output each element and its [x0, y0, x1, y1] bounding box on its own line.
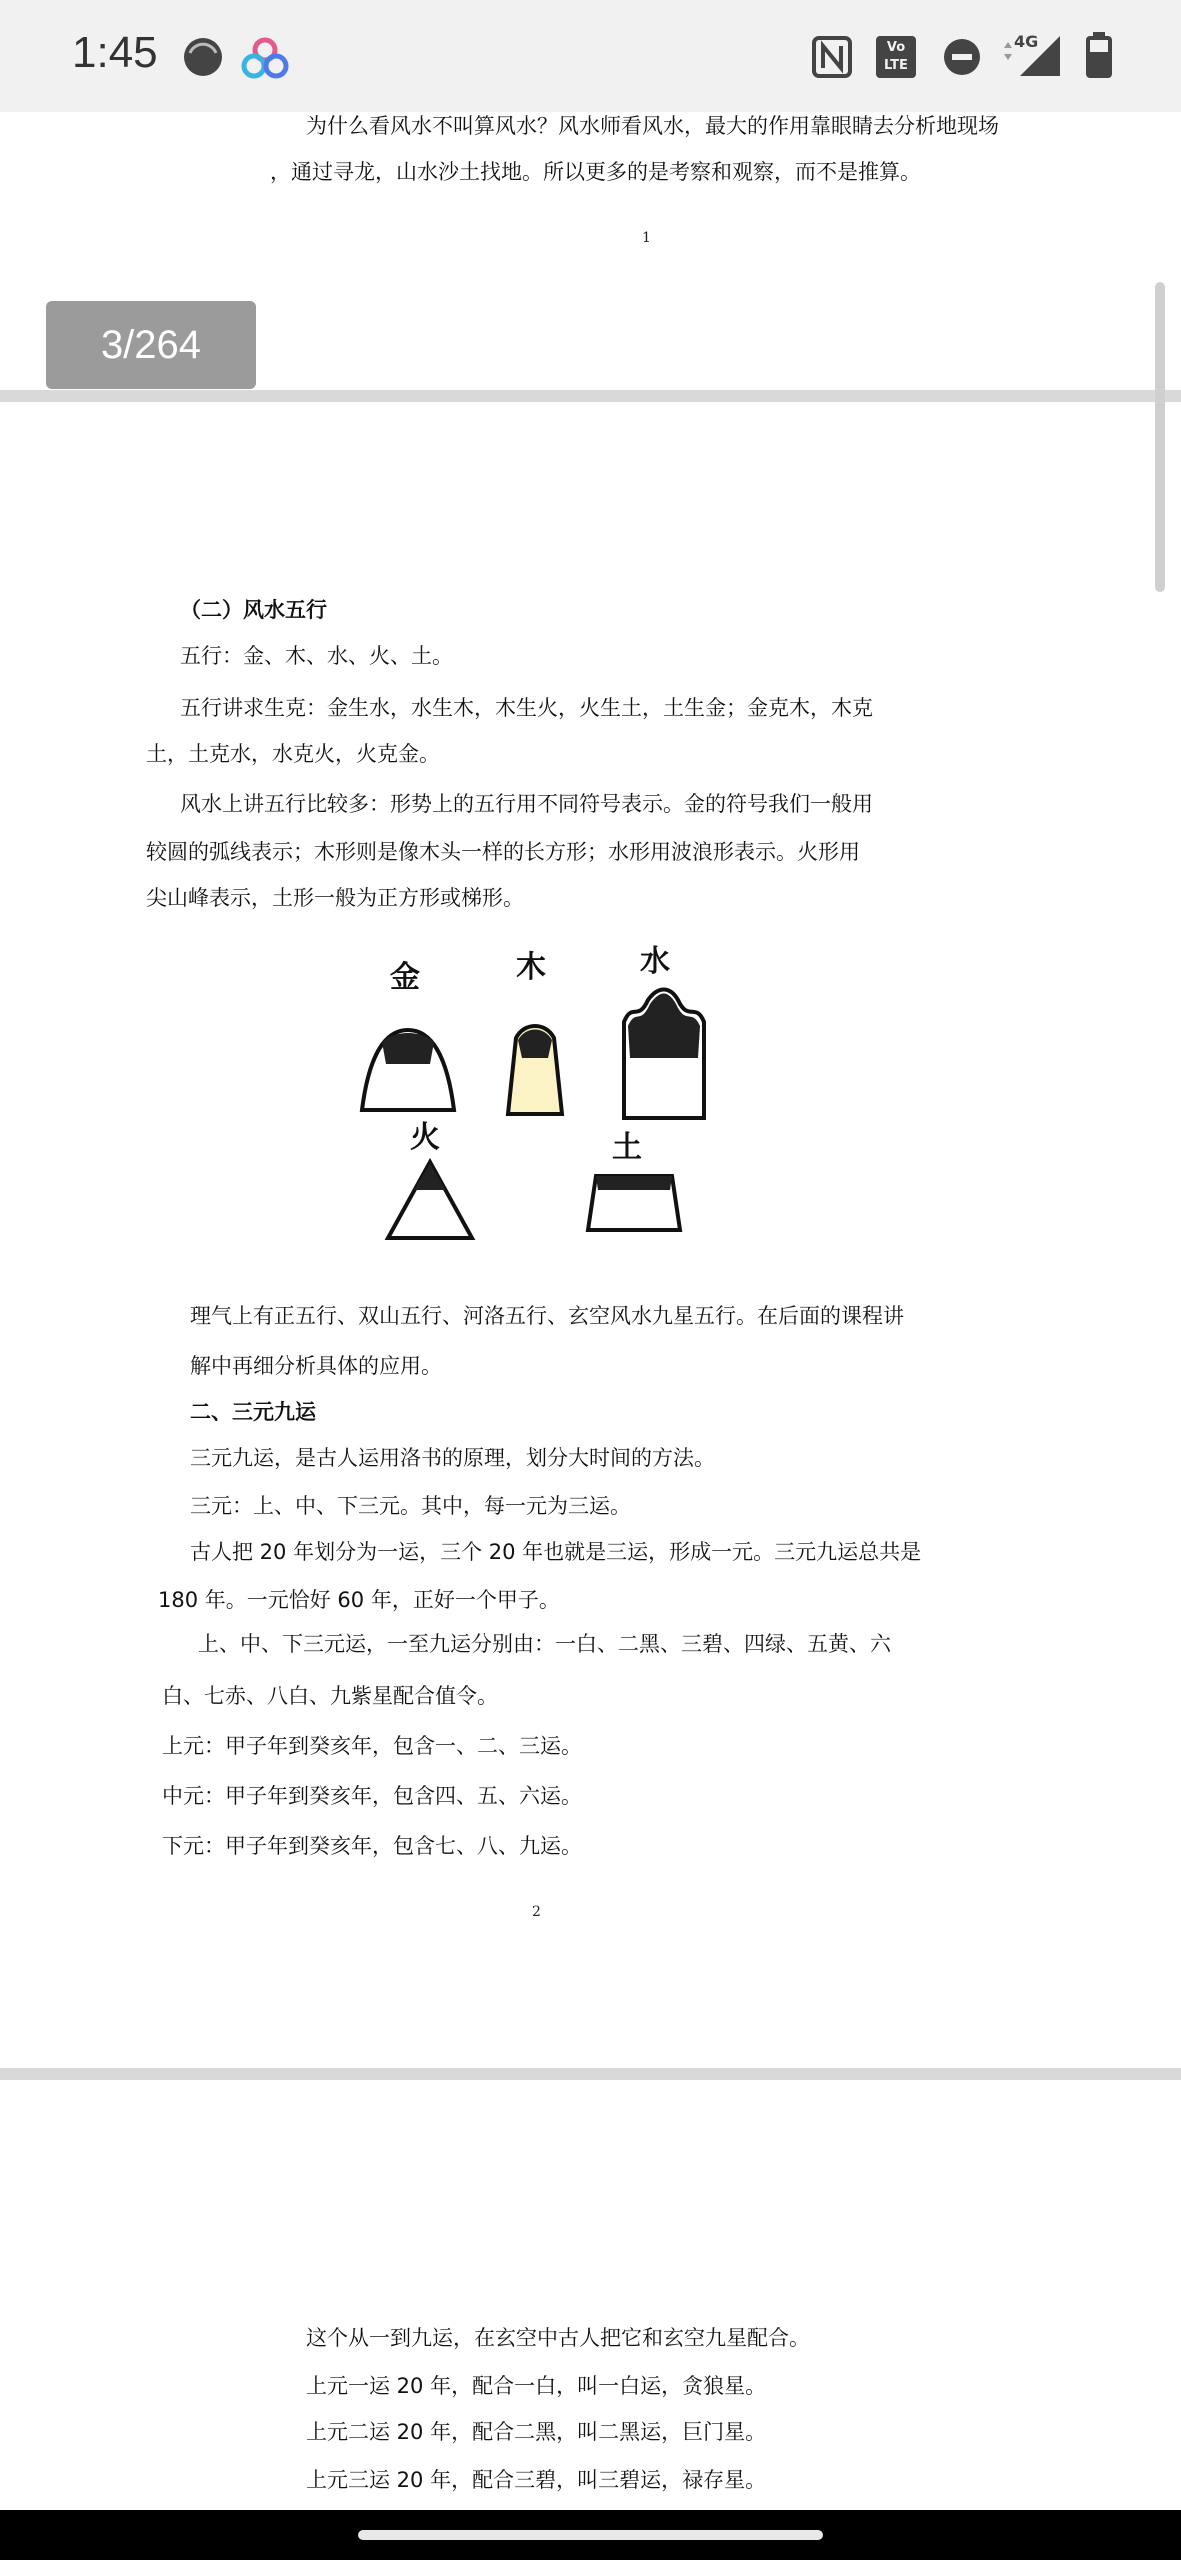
paragraph-wuxing: 五行：金、木、水、火、土。: [180, 644, 453, 668]
paragraph-sanyuan-def: 三元九运，是古人运用洛书的原理，划分大时间的方法。: [190, 1446, 715, 1470]
page3-line-2: 上元一运 20 年，配合一白，叫一白运，贪狼星。: [306, 2374, 767, 2398]
paragraph-20-years-line-1: 古人把 20 年划分为一运，三个 20 年也就是三运，形成一元。三元九运总共是: [190, 1540, 922, 1564]
paragraph-nine-stars-line-2: 白、七赤、八白、九紫星配合值令。: [162, 1684, 498, 1708]
paragraph-xiayuan: 下元：甲子年到癸亥年，包含七、八、九运。: [162, 1834, 582, 1858]
earth-label: 土: [612, 1130, 642, 1165]
document-page-2: [0, 402, 1181, 2068]
battery-icon: [1084, 32, 1114, 80]
status-bar: [0, 0, 1181, 112]
water-shape-icon: [618, 982, 710, 1122]
page1-line-1: 为什么看风水不叫算风水？风水师看风水，最大的作用靠眼睛去分析地现场: [306, 114, 999, 138]
page2-number: 2: [532, 1904, 541, 1920]
paragraph-nine-stars-line-1: 上、中、下三元运，一至九运分别由：一白、二黑、三碧、四绿、五黄、六: [198, 1632, 891, 1656]
paragraph-zhongyuan: 中元：甲子年到癸亥年，包含四、五、六运。: [162, 1784, 582, 1808]
document-page-3: [0, 2080, 1181, 2510]
page1-number: 1: [642, 230, 651, 246]
dnd-icon: [943, 38, 981, 76]
page3-line-3: 上元二运 20 年，配合二黑，叫二黑运，巨门星。: [306, 2420, 767, 2444]
paragraph-20-years-line-2: 180 年。一元恰好 60 年，正好一个甲子。: [158, 1588, 560, 1612]
page3-line-4: 上元三运 20 年，配合三碧，叫三碧运，禄存星。: [306, 2468, 767, 2492]
metal-label: 金: [390, 960, 420, 995]
app-cluster-icon: [240, 36, 290, 80]
fire-shape-icon: [384, 1156, 476, 1242]
paragraph-shangyuan: 上元：甲子年到癸亥年，包含一、二、三运。: [162, 1734, 582, 1758]
volte-icon: [876, 36, 916, 78]
paragraph-xingshi-line-1: 风水上讲五行比较多：形势上的五行用不同符号表示。金的符号我们一般用: [180, 792, 873, 816]
fire-label: 火: [410, 1120, 440, 1155]
scrollbar-thumb[interactable]: [1155, 282, 1165, 592]
home-gesture-handle[interactable]: [358, 2530, 823, 2540]
wood-shape-icon: [502, 1018, 568, 1118]
five-elements-figure: [350, 942, 730, 1642]
wood-label: 木: [516, 950, 546, 985]
page-divider: [0, 2068, 1181, 2080]
page1-line-2: ，通过寻龙，山水沙土找地。所以更多的是考察和观察，而不是推算。: [270, 160, 921, 184]
paragraph-liqi-line-2: 解中再细分析具体的应用。: [190, 1354, 442, 1378]
section-heading-fengshui-wuxing: （二）风水五行: [180, 598, 327, 622]
paragraph-shengke-line-1: 五行讲求生克：金生水，水生木，木生火，火生土，土生金；金克木，木克: [180, 696, 873, 720]
paragraph-xingshi-line-3: 尖山峰表示，土形一般为正方形或梯形。: [146, 886, 524, 910]
network-label: 4G: [1014, 32, 1039, 51]
paragraph-sanyuan-parts: 三元：上、中、下三元。其中，每一元为三运。: [190, 1494, 631, 1518]
volte-label: Vo LTE: [884, 40, 908, 73]
metal-shape-icon: [358, 1022, 458, 1114]
paragraph-shengke-line-2: 土，土克水，水克火，火克金。: [146, 742, 440, 766]
water-label: 水: [640, 944, 670, 979]
page-counter: 3/264: [46, 301, 256, 389]
signal-icon: [1000, 34, 1062, 78]
paragraph-liqi-line-1: 理气上有正五行、双山五行、河洛五行、玄空风水九星五行。在后面的课程讲: [190, 1304, 904, 1328]
page3-line-1: 这个从一到九运，在玄空中古人把它和玄空九星配合。: [306, 2326, 810, 2350]
status-time: 1:45: [72, 28, 158, 77]
page-divider: [0, 390, 1181, 402]
moon-icon: [182, 36, 224, 78]
nfc-icon: [812, 36, 852, 78]
earth-shape-icon: [584, 1168, 684, 1234]
section-heading-sanyuan-jiuyun: 二、三元九运: [190, 1400, 316, 1424]
paragraph-xingshi-line-2: 较圆的弧线表示；木形则是像木头一样的长方形；水形用波浪形表示。火形用: [146, 840, 860, 864]
